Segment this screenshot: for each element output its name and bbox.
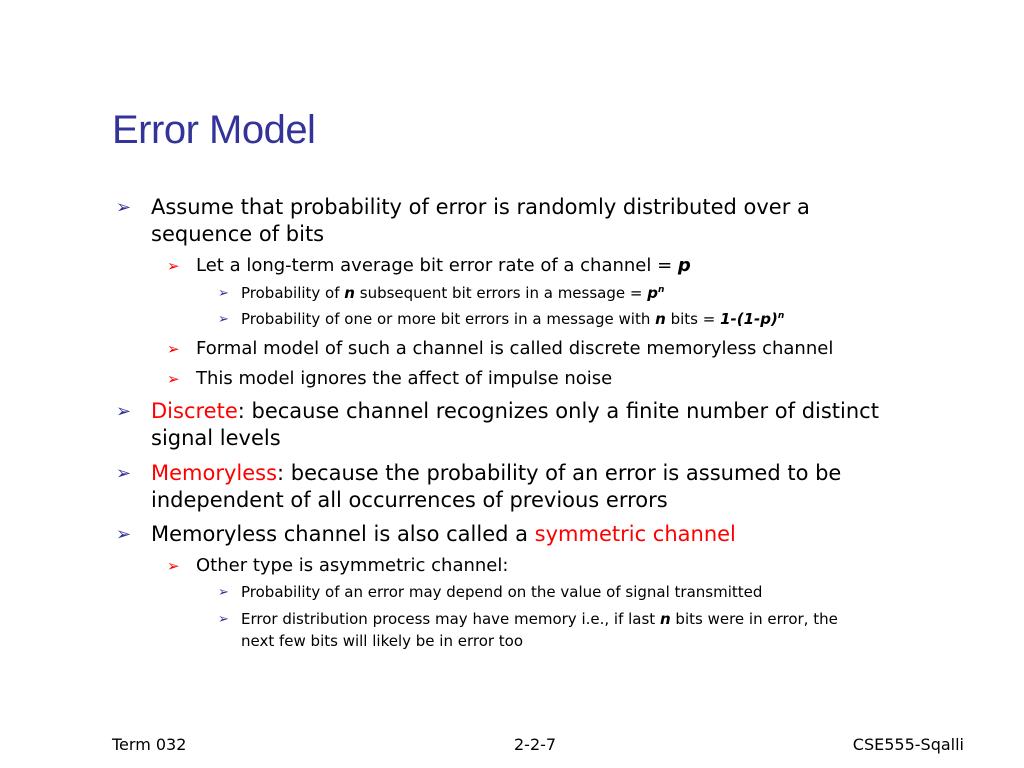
bullet-arrow-icon: ➢ <box>116 401 132 422</box>
variable: n <box>344 284 355 302</box>
text-segment: bits were in error, the <box>670 610 838 628</box>
bullet-arrow-icon: ➢ <box>116 463 132 484</box>
variable: p <box>677 255 691 276</box>
bullet-arrow-icon: ➢ <box>218 612 229 627</box>
bullet-arrow-icon: ➢ <box>218 585 229 600</box>
text-segment: Probability of one or more bit errors in a message with <box>241 310 656 328</box>
bullet-text <box>196 338 833 360</box>
variable: p <box>647 284 658 302</box>
text-segment: Error distribution process may have memory i.e., if last <box>241 610 660 628</box>
text-segment: bits = <box>665 310 721 328</box>
exponent: n <box>777 311 785 321</box>
text-segment: Probability of <box>241 284 345 302</box>
text-line: next few bits will likely be in error too <box>241 632 524 650</box>
bullet-text-continuation <box>151 426 281 451</box>
bullet-text <box>196 555 508 577</box>
text-segment: Memoryless channel is also called a <box>151 522 535 546</box>
bullet-text <box>241 284 664 302</box>
bullet-text <box>241 583 762 601</box>
formula: 1-(1-p) <box>720 310 778 328</box>
highlight-term: Memoryless <box>151 461 278 485</box>
bullet-arrow-icon: ➢ <box>116 197 132 218</box>
footer-right: CSE555-Sqalli <box>852 735 964 754</box>
slide-title: Error Model <box>112 108 316 152</box>
bullet-text-continuation <box>151 488 668 513</box>
text-segment: subsequent bit errors in a message = <box>354 284 648 302</box>
variable: n <box>655 310 666 328</box>
bullet-text <box>151 522 736 547</box>
bullet-arrow-icon: ➢ <box>167 557 180 575</box>
footer-page-number: 2-2-7 <box>514 735 557 754</box>
text-line: Formal model of such a channel is called discrete memoryless channel <box>196 338 834 359</box>
bullet-arrow-icon: ➢ <box>218 312 229 327</box>
text-line: Other type is asymmetric channel: <box>196 555 509 576</box>
text-line: signal levels <box>151 426 281 450</box>
bullet-arrow-icon: ➢ <box>167 370 180 388</box>
text-line: sequence of bits <box>151 222 325 246</box>
bullet-text <box>241 610 838 628</box>
text-segment: Let a long-term average bit error rate of a channel = <box>196 255 678 276</box>
text-line: Probability of an error may depend on the value of signal transmitted <box>241 583 763 601</box>
bullet-arrow-icon: ➢ <box>218 286 229 301</box>
exponent: n <box>657 285 665 295</box>
highlight-term: symmetric channel <box>534 522 736 546</box>
footer-left: Term 032 <box>112 735 187 754</box>
bullet-text <box>241 310 784 328</box>
bullet-arrow-icon: ➢ <box>167 257 180 275</box>
text-line: Assume that probability of error is randomly distributed over a <box>151 195 810 219</box>
bullet-text <box>196 368 612 390</box>
bullet-text <box>151 399 879 424</box>
bullet-text-continuation <box>241 632 523 650</box>
bullet-text <box>196 255 691 277</box>
variable: n <box>659 610 671 628</box>
text-segment: : because the probability of an error is assumed to be <box>277 461 842 485</box>
bullet-text-continuation <box>151 222 324 247</box>
text-line: This model ignores the affect of impulse noise <box>196 368 613 389</box>
text-segment: : because channel recognizes only a finite number of distinct <box>237 399 879 423</box>
bullet-arrow-icon: ➢ <box>167 340 180 358</box>
bullet-arrow-icon: ➢ <box>116 524 132 545</box>
bullet-text <box>151 195 810 220</box>
highlight-term: Discrete <box>151 399 238 423</box>
bullet-text <box>151 461 841 486</box>
text-line: independent of all occurrences of previous errors <box>151 488 668 512</box>
